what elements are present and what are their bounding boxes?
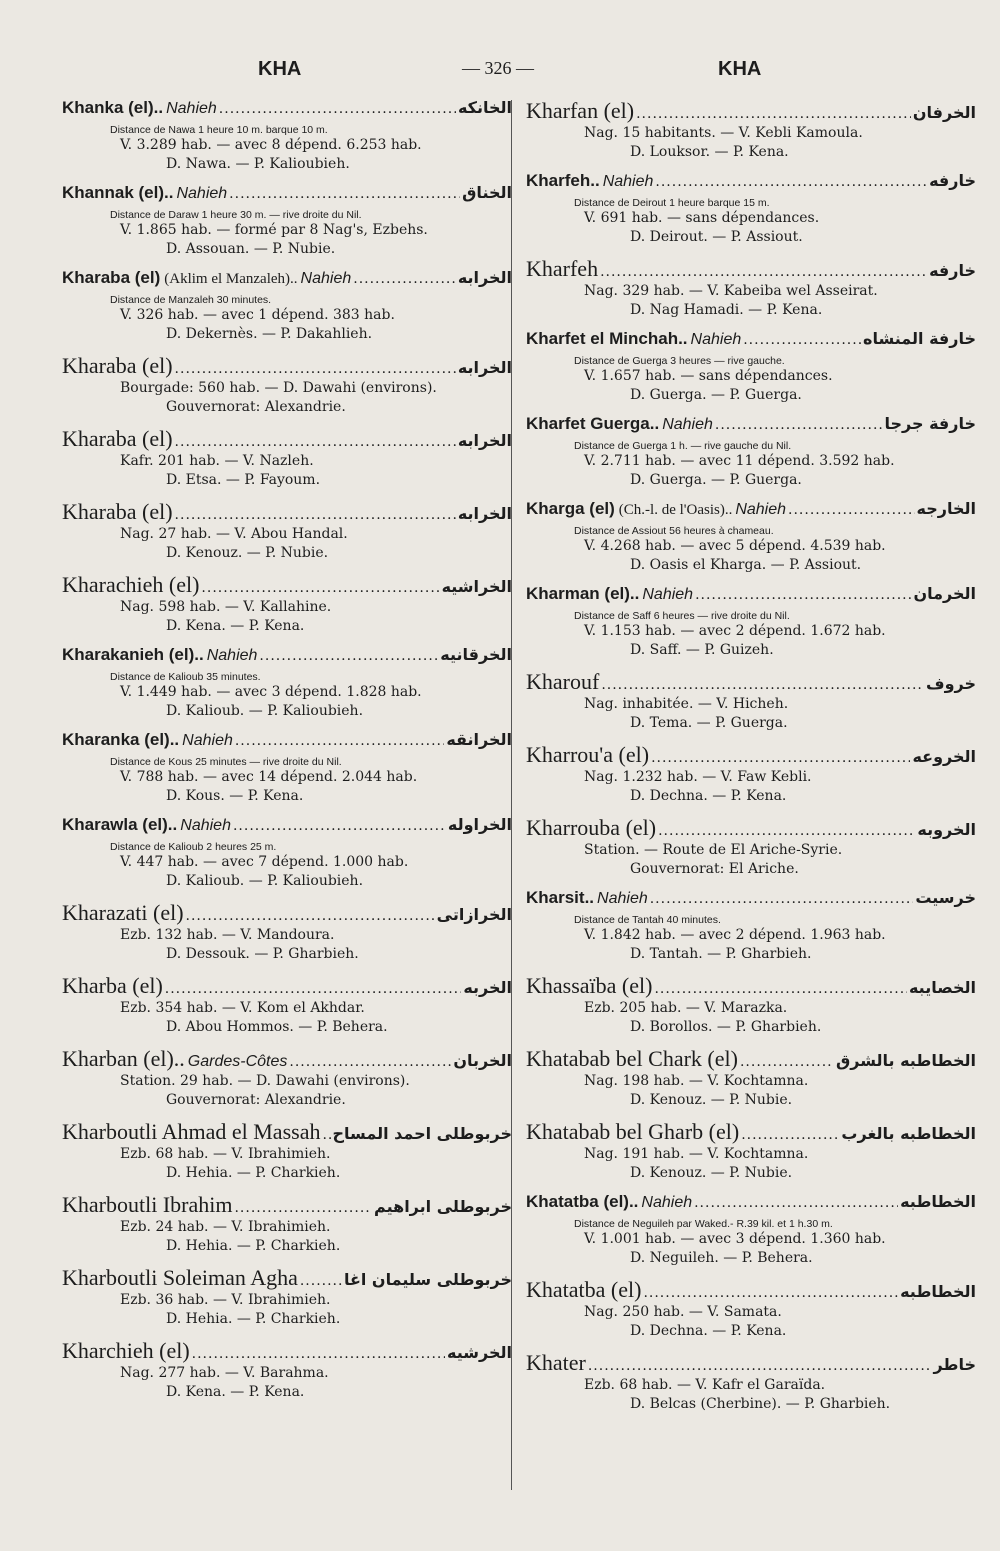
place-name: Kharouf	[526, 669, 600, 694]
gazetteer-entry	[62, 268, 512, 344]
entry-heading	[526, 815, 976, 841]
entry-district: D. Tantah. — P. Gharbieh.	[630, 946, 812, 962]
entry-district: D. Kalioub. — P. Kalioubieh.	[166, 873, 364, 889]
gazetteer-entry	[62, 1046, 512, 1110]
distance-note: Distance de Assiout 56 heures à chameau.	[574, 525, 774, 537]
place-name: Khatabab bel Chark (el)	[526, 1046, 738, 1071]
place-name: Kharban (el)..	[62, 1046, 185, 1071]
leader-dots	[234, 1200, 372, 1216]
place-type: Nahieh	[662, 416, 713, 433]
leader-dots	[235, 733, 444, 749]
entry-district: D. Borollos. — P. Gharbieh.	[630, 1019, 822, 1035]
leader-dots	[353, 271, 456, 287]
arabic-name: خارفة جرجا	[884, 414, 976, 433]
left-column	[62, 98, 512, 1411]
arabic-name: الخرقانيه	[440, 645, 512, 664]
gazetteer-entry	[526, 414, 976, 490]
leader-dots	[192, 1346, 445, 1362]
leader-dots	[741, 1127, 839, 1143]
entry-district: D. Guerga. — P. Guerga.	[630, 472, 802, 488]
place-name: Kharakanieh (el)..	[62, 645, 204, 664]
gazetteer-entry	[526, 329, 976, 405]
gazetteer-entry	[526, 669, 976, 733]
entry-district: D. Kalioub. — P. Kalioubieh.	[166, 703, 364, 719]
leader-dots	[650, 891, 914, 907]
leader-dots	[588, 1358, 932, 1374]
arabic-name: الخرابه	[457, 358, 512, 377]
entry-district: D. Dekernès. — P. Dakahlieh.	[166, 326, 373, 342]
entry-detail: V. 1.657 hab. — sans dépendances.	[584, 368, 833, 384]
place-name: Kharrouba (el)	[526, 815, 657, 840]
distance-note: Distance de Saff 6 heures — rive droite du Nil.	[574, 610, 790, 622]
gazetteer-entry	[526, 98, 976, 162]
entry-detail: Ezb. 132 hab. — V. Mandoura.	[120, 927, 335, 943]
arabic-name: الخناق	[462, 183, 512, 202]
arabic-name: الخطاطبه	[900, 1192, 976, 1211]
entry-heading	[526, 1277, 976, 1303]
entry-detail: Nag. 598 hab. — V. Kallahine.	[120, 599, 332, 615]
leader-dots	[643, 1285, 898, 1301]
entry-heading	[526, 742, 976, 768]
entry-district: D. Kena. — P. Kena.	[166, 1384, 305, 1400]
entry-district: D. Hehia. — P. Charkieh.	[166, 1311, 341, 1327]
entry-heading	[526, 1119, 976, 1145]
entry-detail: V. 788 hab. — avec 14 dépend. 2.044 hab.	[120, 769, 418, 785]
place-name: Kharaba (el)	[62, 499, 173, 524]
entry-detail: V. 1.153 hab. — avec 2 dépend. 1.672 hab.	[584, 623, 886, 639]
place-type: Gardes-Côtes	[187, 1053, 288, 1070]
place-name: Kharba (el)	[62, 973, 163, 998]
leader-dots	[655, 174, 927, 190]
place-name: Kharanka (el)..	[62, 730, 180, 749]
leader-dots	[186, 908, 435, 924]
leader-dots	[654, 981, 907, 997]
entry-detail: Nag. 198 hab. — V. Kochtamna.	[584, 1073, 809, 1089]
gazetteer-entry	[62, 815, 512, 891]
entry-detail: Ezb. 68 hab. — V. Ibrahimieh.	[120, 1146, 331, 1162]
leader-dots	[601, 677, 924, 693]
entry-detail: V. 3.289 hab. — avec 8 dépend. 6.253 hab.	[120, 137, 422, 153]
entry-detail: V. 2.711 hab. — avec 11 dépend. 3.592 hab.	[584, 453, 895, 469]
entry-detail: Nag. inhabitée. — V. Hicheh.	[584, 696, 789, 712]
gazetteer-entry	[526, 973, 976, 1037]
arabic-name: الخراشيه	[441, 577, 512, 596]
gazetteer-entry	[526, 584, 976, 660]
entry-heading	[526, 1192, 976, 1218]
place-type: Nahieh	[597, 890, 648, 907]
place-name: Kharfeh	[526, 256, 599, 281]
place-name: Kharawla (el)..	[62, 815, 178, 834]
entry-district: D. Kenouz. — P. Nubie.	[630, 1092, 793, 1108]
arabic-name: خاطر	[933, 1355, 976, 1374]
entry-heading	[526, 1046, 976, 1072]
entry-heading	[62, 815, 512, 841]
arabic-name: الخربان	[453, 1051, 512, 1070]
entry-district: D. Assouan. — P. Nubie.	[166, 241, 336, 257]
entry-detail: V. 4.268 hab. — avec 5 dépend. 4.539 hab.	[584, 538, 886, 554]
place-name: Kharsit..	[526, 888, 595, 907]
leader-dots	[201, 580, 439, 596]
arabic-name: الخارجه	[916, 499, 976, 518]
entry-detail: Ezb. 24 hab. — V. Ibrahimieh.	[120, 1219, 331, 1235]
place-type: Nahieh	[300, 270, 352, 287]
entry-district: D. Abou Hommos. — P. Behera.	[166, 1019, 388, 1035]
entry-heading	[62, 353, 512, 379]
gazetteer-entry	[526, 888, 976, 964]
entry-heading	[62, 730, 512, 756]
entry-heading	[526, 888, 976, 914]
arabic-name: خربوطلى سليمان اغا	[343, 1270, 512, 1289]
leader-dots	[219, 101, 456, 117]
entry-heading	[526, 171, 976, 197]
entry-heading	[62, 98, 512, 124]
place-name: Kharaba (el)	[62, 426, 173, 451]
entry-district: D. Neguileh. — P. Behera.	[630, 1250, 813, 1266]
entry-district: D. Dessouk. — P. Gharbieh.	[166, 946, 359, 962]
entry-heading	[62, 900, 512, 926]
entry-heading	[526, 973, 976, 999]
arabic-name: الخرابه	[457, 431, 512, 450]
distance-note: Distance de Nawa 1 heure 10 m. barque 10 m.	[110, 124, 328, 136]
leader-dots	[165, 981, 462, 997]
gazetteer-entry	[62, 98, 512, 174]
leader-dots	[175, 361, 456, 377]
distance-note: Distance de Neguileh par Waked.- R.39 kil. et 1 h.30 m.	[574, 1218, 833, 1230]
gazetteer-entry	[526, 742, 976, 806]
gazetteer-entry	[62, 1265, 512, 1329]
gazetteer-entry	[62, 730, 512, 806]
running-head-left: KHA	[258, 58, 302, 80]
entry-detail: Nag. 250 hab. — V. Samata.	[584, 1304, 782, 1320]
entry-heading	[526, 414, 976, 440]
arabic-name: خرسيت	[915, 888, 976, 907]
gazetteer-entry	[62, 572, 512, 636]
leader-dots	[743, 332, 861, 348]
gazetteer-entry	[526, 1350, 976, 1414]
arabic-name: الخرمان	[913, 584, 976, 603]
entry-detail: Nag. 15 habitants. — V. Kebli Kamoula.	[584, 125, 863, 141]
entry-detail: V. 1.842 hab. — avec 2 dépend. 1.963 hab.	[584, 927, 886, 943]
place-type: Nahieh	[690, 331, 742, 348]
arabic-name: الخرشيه	[447, 1343, 512, 1362]
distance-note: Distance de Kalioub 35 minutes.	[110, 671, 261, 683]
place-name: Kharfet Guerga..	[526, 414, 660, 433]
place-name: Khannak (el)..	[62, 183, 174, 202]
arabic-name: خارفه	[929, 171, 976, 190]
arabic-name: خروف	[925, 674, 976, 693]
distance-note: Distance de Guerga 3 heures — rive gauche.	[574, 355, 785, 367]
entry-detail: V. 1.001 hab. — avec 3 dépend. 1.360 hab.	[584, 1231, 886, 1247]
arabic-name: الخطاطبه	[900, 1282, 976, 1301]
entry-detail: Station. 29 hab. — D. Dawahi (environs).	[120, 1073, 410, 1089]
place-type: Nahieh	[166, 100, 217, 117]
place-name: Kharfeh..	[526, 171, 600, 190]
distance-note: Distance de Guerga 1 h. — rive gauche du Nil.	[574, 440, 792, 452]
entry-heading	[62, 1119, 512, 1145]
arabic-name: الخرفان	[912, 103, 976, 122]
entry-detail: V. 1.865 hab. — formé par 8 Nag's, Ezbehs.	[120, 222, 428, 238]
leader-dots	[600, 264, 927, 280]
entry-district: D. Dechna. — P. Kena.	[630, 1323, 787, 1339]
leader-dots	[636, 106, 911, 122]
place-name: Khater	[526, 1350, 586, 1375]
entry-district: D. Guerga. — P. Guerga.	[630, 387, 802, 403]
arabic-name: خارفة المنشاه	[863, 329, 976, 348]
place-type: Nahieh	[182, 732, 233, 749]
entry-district: D. Hehia. — P. Charkieh.	[166, 1238, 341, 1254]
entry-district: D. Etsa. — P. Fayoum.	[166, 472, 321, 488]
entry-district: D. Saff. — P. Guizeh.	[630, 642, 774, 658]
arabic-name: خارفه	[929, 261, 976, 280]
entry-district: D. Louksor. — P. Kena.	[630, 144, 789, 160]
leader-dots	[322, 1127, 330, 1143]
entry-heading	[526, 584, 976, 610]
entry-district: Gouvernorat: Alexandrie.	[166, 399, 346, 415]
entry-detail: V. 1.449 hab. — avec 3 dépend. 1.828 hab.	[120, 684, 422, 700]
gazetteer-entry	[62, 973, 512, 1037]
place-type: Nahieh	[206, 647, 258, 664]
distance-note: Distance de Deirout 1 heure barque 15 m.	[574, 197, 770, 209]
leader-dots	[788, 502, 914, 518]
entry-heading	[62, 426, 512, 452]
arabic-name: الخانكه	[457, 98, 512, 117]
entry-detail: Ezb. 205 hab. — V. Marazka.	[584, 1000, 788, 1016]
gazetteer-entry	[62, 499, 512, 563]
gazetteer-entry	[526, 1046, 976, 1110]
place-type: Nahieh	[180, 817, 231, 834]
gazetteer-entry	[62, 1119, 512, 1183]
entry-district: D. Dechna. — P. Kena.	[630, 788, 787, 804]
arabic-name: الخصايبه	[908, 978, 976, 997]
gazetteer-entry	[526, 171, 976, 247]
place-name: Khatabab bel Gharb (el)	[526, 1119, 740, 1144]
leader-dots	[289, 1054, 451, 1070]
gazetteer-entry	[526, 499, 976, 575]
distance-note: Distance de Manzaleh 30 minutes.	[110, 294, 272, 306]
arabic-name: الخطاطبه بالشرق	[835, 1051, 976, 1070]
place-name: Kharazati (el)	[62, 900, 184, 925]
place-type: Nahieh	[735, 501, 787, 518]
gazetteer-entry	[526, 1192, 976, 1268]
gazetteer-entry	[62, 1338, 512, 1402]
entry-heading	[526, 329, 976, 355]
arabic-name: الخرازاتى	[436, 905, 512, 924]
place-name: Kharboutli Soleiman Agha	[62, 1265, 298, 1290]
distance-note: Distance de Daraw 1 heure 30 m. — rive droite du Nil.	[110, 209, 362, 221]
leader-dots	[175, 434, 456, 450]
place-note: (Aklim el Manzaleh)..	[164, 271, 298, 287]
gazetteer-entry	[62, 645, 512, 721]
entry-heading	[62, 645, 512, 671]
gazetteer-entry	[62, 426, 512, 490]
place-name: Khanka (el)..	[62, 98, 164, 117]
entry-heading	[62, 1046, 512, 1072]
place-name: Kharga (el)	[526, 499, 615, 518]
place-name: Kharchieh (el)	[62, 1338, 190, 1363]
place-name: Kharfet el Minchah..	[526, 329, 688, 348]
place-type: Nahieh	[602, 173, 654, 190]
entry-heading	[62, 572, 512, 598]
entry-detail: V. 691 hab. — sans dépendances.	[584, 210, 820, 226]
place-name: Khatatba (el)	[526, 1277, 642, 1302]
place-type: Nahieh	[642, 586, 694, 603]
arabic-name: خربوطلى ابراهيم	[374, 1197, 512, 1216]
arabic-name: الخربه	[463, 978, 512, 997]
place-name: Kharboutli Ibrahim	[62, 1192, 233, 1217]
entry-detail: Nag. 277 hab. — V. Barahma.	[120, 1365, 329, 1381]
gazetteer-entry	[526, 815, 976, 879]
distance-note: Distance de Kous 25 minutes — rive droite du Nil.	[110, 756, 342, 768]
page-header	[0, 58, 1000, 88]
place-name: Kharfan (el)	[526, 98, 635, 123]
place-name: Kharaba (el)	[62, 268, 161, 287]
leader-dots	[651, 750, 910, 766]
entry-detail: Nag. 329 hab. — V. Kabeiba wel Asseirat.	[584, 283, 878, 299]
place-type: Nahieh	[641, 1194, 693, 1211]
entry-district: D. Kenouz. — P. Nubie.	[166, 545, 329, 561]
place-name: Khatatba (el)..	[526, 1192, 639, 1211]
arabic-name: الخرانقه	[446, 730, 512, 749]
distance-note: Distance de Tantah 40 minutes.	[574, 914, 721, 926]
entry-district: D. Oasis el Kharga. — P. Assiout.	[630, 557, 862, 573]
gazetteer-entry	[526, 1277, 976, 1341]
leader-dots	[229, 186, 460, 202]
entry-detail: Ezb. 36 hab. — V. Ibrahimieh.	[120, 1292, 331, 1308]
leader-dots	[259, 648, 438, 664]
leader-dots	[658, 823, 915, 839]
entry-heading	[62, 268, 512, 294]
place-name: Kharaba (el)	[62, 353, 173, 378]
entry-district: D. Nag Hamadi. — P. Kena.	[630, 302, 823, 318]
entry-district: D. Hehia. — P. Charkieh.	[166, 1165, 341, 1181]
entry-detail: Kafr. 201 hab. — V. Nazleh.	[120, 453, 314, 469]
leader-dots	[233, 818, 446, 834]
entry-district: D. Deirout. — P. Assiout.	[630, 229, 803, 245]
leader-dots	[695, 587, 911, 603]
entry-detail: Nag. 27 hab. — V. Abou Handal.	[120, 526, 348, 542]
arabic-name: الخروعه	[912, 747, 976, 766]
entry-detail: Station. — Route de El Ariche-Syrie.	[584, 842, 843, 858]
gazetteer-entry	[62, 1192, 512, 1256]
gazetteer-entry	[526, 256, 976, 320]
distance-note: Distance de Kalioub 2 heures 25 m.	[110, 841, 277, 853]
entry-heading	[62, 973, 512, 999]
entry-heading	[62, 1338, 512, 1364]
entry-district: Gouvernorat: Alexandrie.	[166, 1092, 346, 1108]
entry-detail: Ezb. 354 hab. — V. Kom el Akhdar.	[120, 1000, 365, 1016]
entry-detail: V. 447 hab. — avec 7 dépend. 1.000 hab.	[120, 854, 409, 870]
leader-dots	[300, 1273, 342, 1289]
entry-detail: Bourgade: 560 hab. — D. Dawahi (environs).	[120, 380, 437, 396]
entry-district: D. Kenouz. — P. Nubie.	[630, 1165, 793, 1181]
page-number: — 326 —	[462, 58, 534, 78]
place-name: Kharman (el)..	[526, 584, 640, 603]
gazetteer-entry	[62, 183, 512, 259]
arabic-name: الخرابه	[457, 504, 512, 523]
entry-detail: Nag. 1.232 hab. — V. Faw Kebli.	[584, 769, 812, 785]
entry-detail: Nag. 191 hab. — V. Kochtamna.	[584, 1146, 809, 1162]
gazetteer-entry	[62, 353, 512, 417]
gazetteer-entry	[526, 1119, 976, 1183]
entry-detail: Ezb. 68 hab. — V. Kafr el Garaïda.	[584, 1377, 826, 1393]
arabic-name: الخرابه	[457, 268, 512, 287]
entry-heading	[526, 499, 976, 525]
leader-dots	[175, 507, 456, 523]
entry-heading	[526, 98, 976, 124]
running-head-right: KHA	[718, 58, 762, 80]
arabic-name: الخراوله	[447, 815, 512, 834]
place-name: Kharachieh (el)	[62, 572, 200, 597]
arabic-name: الخروبه	[917, 820, 976, 839]
entry-heading	[62, 1192, 512, 1218]
arabic-name: الخطاطبه بالغرب	[841, 1124, 976, 1143]
entry-detail: V. 326 hab. — avec 1 dépend. 383 hab.	[120, 307, 395, 323]
entry-heading	[62, 1265, 512, 1291]
entry-district: D. Kena. — P. Kena.	[166, 618, 305, 634]
right-column	[526, 98, 976, 1423]
place-name: Khassaïba (el)	[526, 973, 653, 998]
entry-heading	[62, 499, 512, 525]
leader-dots	[740, 1054, 834, 1070]
entry-district: D. Nawa. — P. Kalioubieh.	[166, 156, 350, 172]
leader-dots	[715, 417, 883, 433]
place-name: Kharrou'a (el)	[526, 742, 650, 767]
place-type: Nahieh	[176, 185, 228, 202]
entry-heading	[526, 669, 976, 695]
entry-district: D. Tema. — P. Guerga.	[630, 715, 788, 731]
entry-district: Gouvernorat: El Ariche.	[630, 861, 799, 877]
arabic-name: خربوطلى احمد المساح	[332, 1124, 512, 1143]
place-note: (Ch.-l. de l'Oasis)..	[618, 502, 733, 518]
entry-heading	[526, 256, 976, 282]
entry-district: D. Belcas (Cherbine). — P. Gharbieh.	[630, 1396, 891, 1412]
place-name: Kharboutli Ahmad el Massah	[62, 1119, 321, 1144]
entry-district: D. Kous. — P. Kena.	[166, 788, 304, 804]
entry-heading	[526, 1350, 976, 1376]
leader-dots	[694, 1195, 898, 1211]
gazetteer-entry	[62, 900, 512, 964]
entry-heading	[62, 183, 512, 209]
